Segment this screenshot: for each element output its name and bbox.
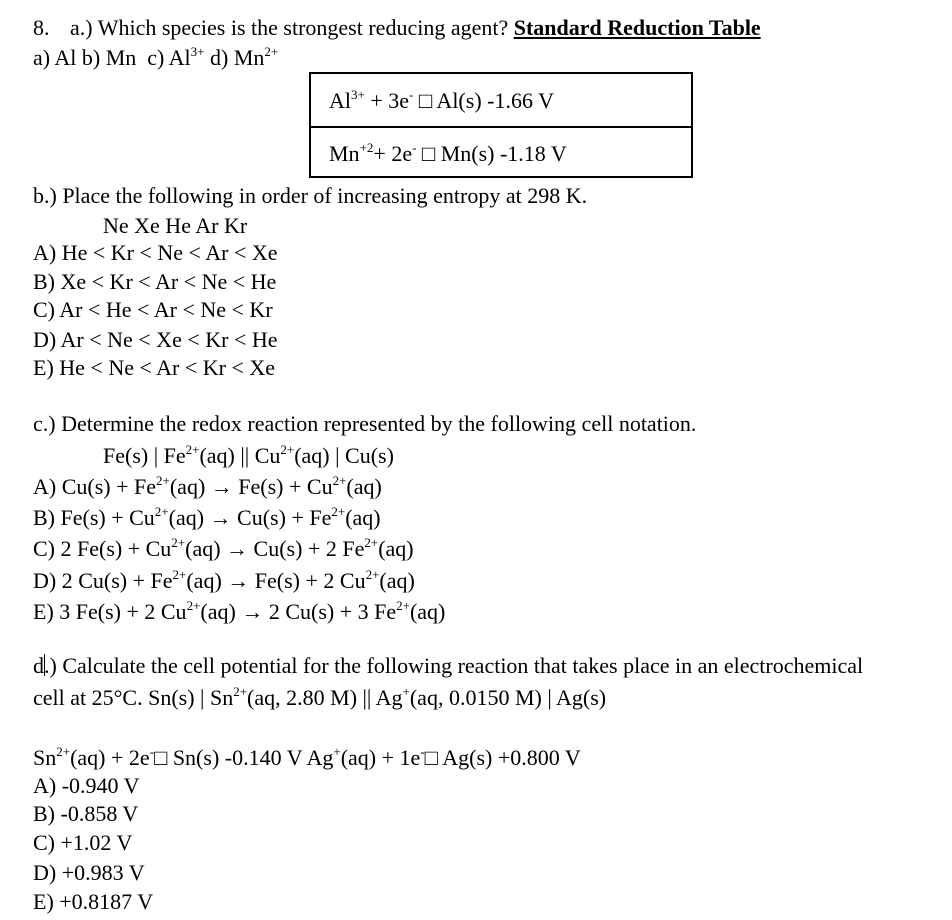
superscript: - <box>420 744 425 759</box>
text-segment: (aq) + 2e <box>70 745 150 770</box>
text-segment: (aq) → Cu(s) + 2 Fe <box>185 536 365 561</box>
superscript: + <box>333 744 341 759</box>
text-segment: □ Sn(s) -0.140 V Ag <box>154 745 334 770</box>
superscript: 2+ <box>185 442 200 457</box>
text-segment: E) 3 Fe(s) + 2 Cu <box>33 599 187 624</box>
text-segment: (aq) → Cu(s) + Fe <box>168 505 332 530</box>
text-segment: Sn <box>33 745 57 770</box>
q-b-species <box>103 213 247 239</box>
text-segment: a) Al b) Mn c) Al <box>33 45 191 70</box>
text-segment: B) Fe(s) + Cu <box>33 505 155 530</box>
text-segment: D) 2 Cu(s) + Fe <box>33 568 173 593</box>
text-segment: c.) Determine the redox reaction represented by the following cell notation. <box>33 411 697 436</box>
text-segment: B) Xe < Kr < Ar < Ne < He <box>33 269 277 294</box>
q-b-option-e <box>33 355 275 381</box>
q-c-option-d <box>33 568 415 594</box>
text-segment: + 3e <box>364 88 410 113</box>
text-segment: D) +0.983 V <box>33 860 145 885</box>
q-d-option-b <box>33 801 138 827</box>
superscript: 2+ <box>280 442 295 457</box>
superscript: 2+ <box>331 504 346 519</box>
superscript: 2+ <box>56 744 71 759</box>
text-segment: .) Calculate the cell potential for the following reaction that takes place in an electrochemical <box>44 653 864 678</box>
text-segment: (aq) <box>409 599 446 624</box>
superscript: - <box>149 744 155 759</box>
text-segment: (aq, 0.0150 M) | Ag(s) <box>409 685 607 710</box>
q-d-prompt <box>33 653 863 679</box>
text-segment: (aq) → Fe(s) + 2 Cu <box>186 568 366 593</box>
text-segment: (aq) → Fe(s) + Cu <box>169 474 333 499</box>
table-row-mn <box>329 141 567 167</box>
q-c-option-c <box>33 536 414 562</box>
table-row <box>311 74 691 128</box>
q-b-prompt <box>33 183 587 209</box>
superscript: 2+ <box>264 44 279 59</box>
text-segment: C) +1.02 V <box>33 830 133 855</box>
text-segment: (aq) || Cu <box>199 443 281 468</box>
text-segment: b.) Place the following in order of increasing entropy at 298 K. <box>33 183 588 208</box>
q-c-prompt <box>33 411 696 437</box>
text-segment: Al <box>329 88 351 113</box>
text-segment: a.) Which species is the strongest reducing agent? <box>70 15 514 40</box>
superscript: 2+ <box>156 473 170 488</box>
text-segment: (aq) | Cu(s) <box>294 443 394 468</box>
text-segment: E) He < Ne < Ar < Kr < Xe <box>33 355 276 380</box>
q-b-option-b <box>33 269 276 295</box>
text-segment: Mn <box>329 141 360 166</box>
text-segment: (aq) <box>378 536 414 561</box>
superscript: 2+ <box>396 598 410 613</box>
text-segment: Fe(s) | Fe <box>103 443 186 468</box>
text-segment: (aq) <box>345 505 381 530</box>
text-segment: □ Ag(s) +0.800 V <box>424 745 581 770</box>
text-segment: A) He < Kr < Ne < Ar < Xe <box>33 240 278 265</box>
superscript: 2+ <box>172 567 187 582</box>
q-c-option-b <box>33 505 381 531</box>
superscript: 2+ <box>364 535 379 550</box>
question-number: 8. <box>33 15 50 40</box>
q-b-option-d <box>33 327 278 353</box>
text-segment: E) +0.8187 V <box>33 889 154 914</box>
q-a-options <box>33 45 278 71</box>
superscript: 3+ <box>190 44 205 59</box>
q-a-prompt <box>70 15 761 41</box>
text-segment: cell at 25°C. Sn(s) | Sn <box>33 685 234 710</box>
text-segment: A) -0.940 V <box>33 773 140 798</box>
q-d-prompt-2 <box>33 685 606 711</box>
superscript: 2+ <box>365 567 380 582</box>
q-c-notation <box>103 443 394 469</box>
q-d-half-reactions <box>33 745 581 771</box>
text-segment: + 2e <box>373 141 413 166</box>
text-segment: C) Ar < He < Ar < Ne < Kr <box>33 297 273 322</box>
text-segment: (aq) <box>346 474 382 499</box>
q-d-option-c <box>33 830 132 856</box>
superscript: + <box>402 684 410 699</box>
superscript: 2+ <box>154 504 169 519</box>
superscript: 2+ <box>332 473 347 488</box>
q-d-option-a <box>33 773 140 799</box>
q-c-option-a <box>33 474 382 500</box>
superscript: 2+ <box>171 535 186 550</box>
superscript: +2 <box>359 140 374 155</box>
text-segment: A) Cu(s) + Fe <box>33 474 157 499</box>
superscript: - <box>409 87 414 102</box>
text-segment: (aq) <box>379 568 415 593</box>
superscript: 3+ <box>351 87 365 102</box>
q-d-option-e <box>33 889 153 915</box>
text-segment: Ne Xe He Ar Kr <box>103 213 248 238</box>
standard-reduction-table-link[interactable]: Standard Reduction Table <box>513 15 761 40</box>
text-segment: (aq) + 1e <box>340 745 421 770</box>
text-segment: □ Al(s) -1.66 V <box>413 88 554 113</box>
q-b-option-a <box>33 240 278 266</box>
q-c-option-e <box>33 599 445 625</box>
text-segment: d) Mn <box>204 45 265 70</box>
superscript: - <box>412 140 417 155</box>
q-d-option-d <box>33 860 145 886</box>
superscript: 2+ <box>233 684 248 699</box>
superscript: 2+ <box>186 598 201 613</box>
text-segment: B) -0.858 V <box>33 801 139 826</box>
text-segment: C) 2 Fe(s) + Cu <box>33 536 172 561</box>
text-segment: (aq, 2.80 M) || Ag <box>247 685 403 710</box>
text-segment: (aq) → 2 Cu(s) + 3 Fe <box>200 599 397 624</box>
q-b-option-c <box>33 297 273 323</box>
table-row-al <box>329 88 554 114</box>
text-segment: d <box>33 653 44 678</box>
text-segment: □ Mn(s) -1.18 V <box>416 141 567 166</box>
table-row <box>311 128 691 180</box>
text-segment: D) Ar < Ne < Xe < Kr < He <box>33 327 278 352</box>
standard-reduction-table <box>309 72 693 178</box>
